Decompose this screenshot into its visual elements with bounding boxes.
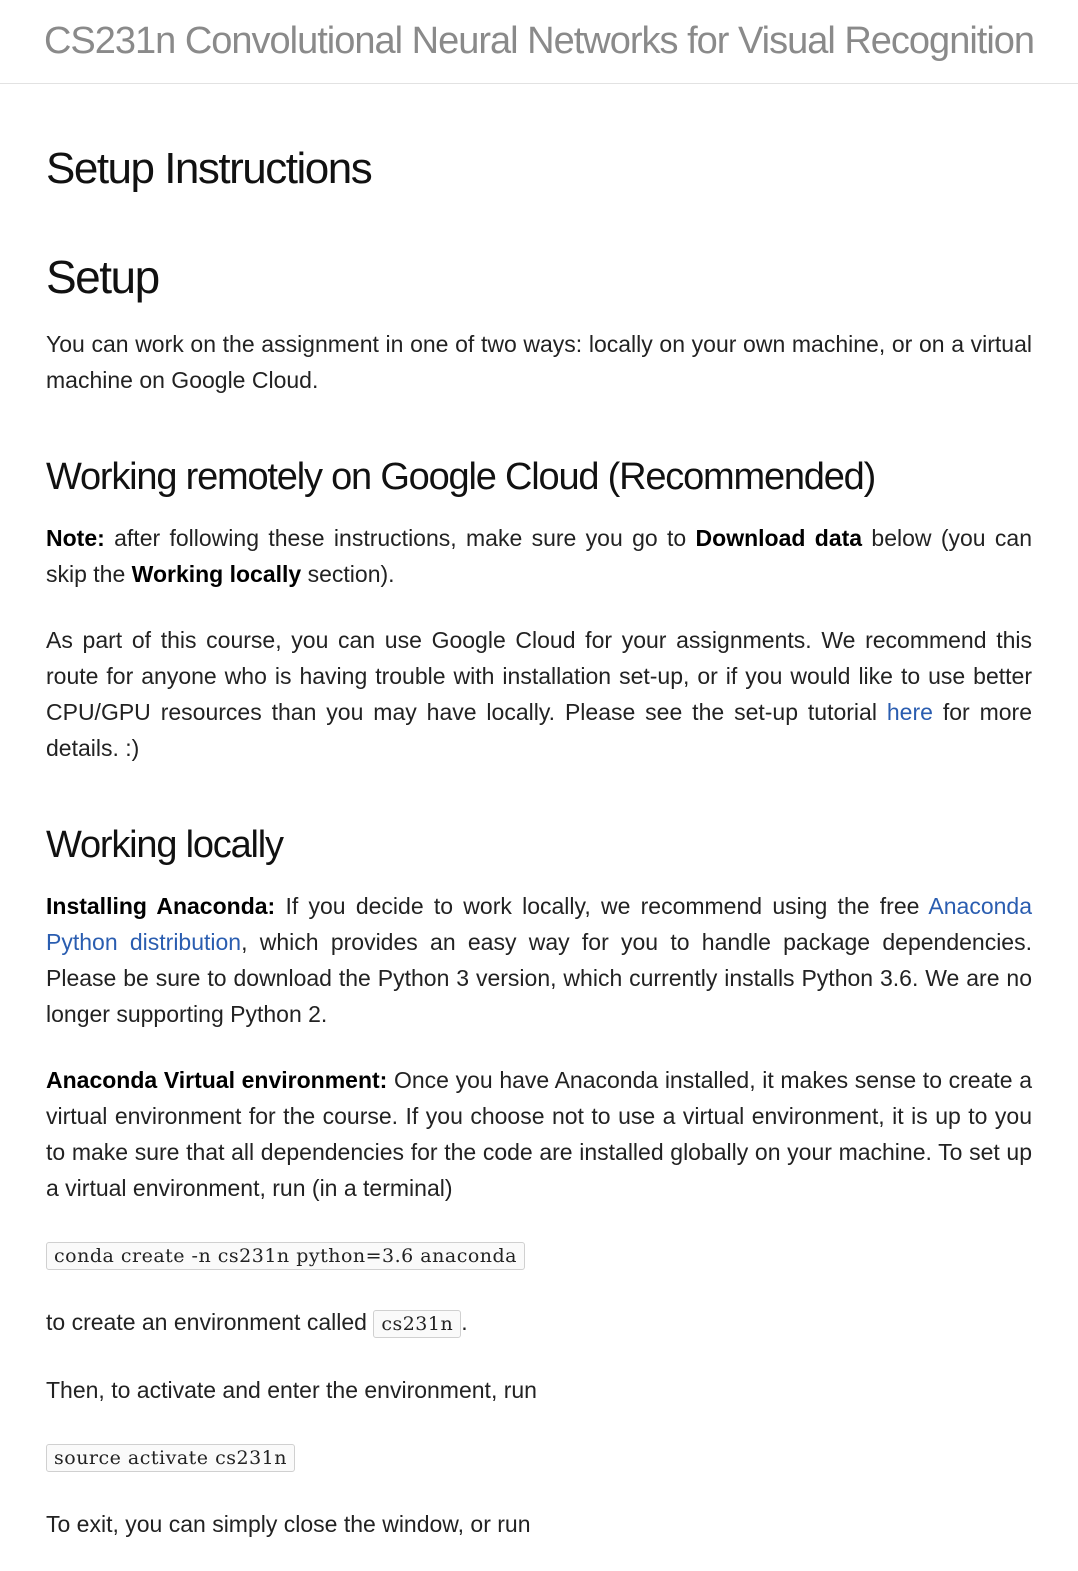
activate-paragraph: Then, to activate and enter the environment, run bbox=[46, 1377, 537, 1403]
env-text: . bbox=[461, 1309, 468, 1335]
remote-heading: Working remotely on Google Cloud (Recommended) bbox=[46, 456, 876, 498]
exit-paragraph: To exit, you can simply close the window, or run bbox=[46, 1511, 531, 1537]
create-command-paragraph bbox=[46, 1236, 1032, 1274]
remote-body-paragraph bbox=[46, 622, 1032, 766]
setup-intro-paragraph: You can work on the assignment in one of two ways: locally on your own machine, or on a virtual machine on Google Cloud. bbox=[46, 331, 1032, 393]
anaconda-paragraph bbox=[46, 888, 1032, 1032]
env-name-code[interactable]: cs231n bbox=[373, 1310, 461, 1338]
anaconda-text: , which provides an easy way for you to handle package dependencies. Please be sure to download the Python 3 version, which currently installs Python 3.6. We are no longer supporting Python 2. bbox=[46, 929, 1032, 1027]
remote-body-text: As part of this course, you can use Google Cloud for your assignments. We recommend this route for anyone who is having trouble with installation set-up, or if you would like to use better CPU/GPU resources than you may have locally. Please see the set-up tutorial bbox=[46, 627, 1032, 725]
venv-paragraph bbox=[46, 1062, 1032, 1206]
note-label: Note: bbox=[46, 525, 105, 551]
remote-note-paragraph bbox=[46, 520, 1032, 592]
env-text: to create an environment called bbox=[46, 1309, 374, 1335]
main-content bbox=[0, 144, 1078, 1542]
local-heading: Working locally bbox=[46, 824, 283, 866]
working-locally-ref: Working locally bbox=[131, 561, 302, 587]
setup-heading: Setup bbox=[46, 251, 159, 303]
env-name-paragraph bbox=[46, 1304, 1032, 1342]
conda-create-command[interactable]: conda create -n cs231n python=3.6 anaconda bbox=[46, 1242, 525, 1270]
note-text: below (you can skip the bbox=[46, 525, 1033, 587]
anaconda-distribution-link[interactable]: Anaconda Python distribution bbox=[46, 893, 1032, 955]
note-text: section). bbox=[301, 561, 395, 587]
page-title: Setup Instructions bbox=[46, 144, 372, 193]
source-activate-command[interactable]: source activate cs231n bbox=[46, 1444, 295, 1472]
remote-body-text: for more details. :) bbox=[46, 699, 1032, 761]
venv-label: Anaconda Virtual environment: bbox=[46, 1067, 388, 1093]
site-header bbox=[0, 0, 1078, 84]
note-text: after following these instructions, make sure you go to bbox=[104, 525, 696, 551]
activate-command-paragraph bbox=[46, 1438, 1032, 1476]
anaconda-text: If you decide to work locally, we recommend using the free bbox=[275, 893, 929, 919]
venv-text: Once you have Anaconda installed, it makes sense to create a virtual environment for the course. If you choose not to use a virtual environment, it is up to you to make sure that all dependencies for the code are installed globally on your machine. To set up a virtual environment, run (in a terminal) bbox=[46, 1067, 1032, 1201]
download-data-ref: Download data bbox=[695, 525, 863, 551]
tutorial-here-link[interactable]: here bbox=[886, 699, 933, 725]
anaconda-label: Installing Anaconda: bbox=[46, 893, 276, 919]
site-title-link[interactable]: CS231n Convolutional Neural Networks for Visual Recognition bbox=[43, 20, 1035, 62]
